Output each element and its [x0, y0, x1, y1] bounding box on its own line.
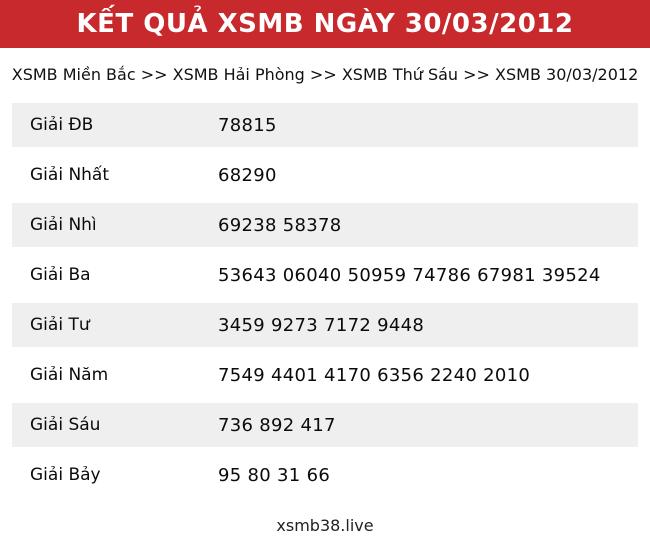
prize-numbers: 736 892 417 — [218, 414, 336, 436]
prize-label: Giải Nhất — [30, 165, 110, 185]
prize-numbers: 3459 9273 7172 9448 — [218, 314, 425, 336]
footer — [0, 500, 650, 550]
prize-label: Giải Tư — [30, 315, 90, 335]
header-bar — [0, 0, 650, 48]
prize-label: Giải ĐB — [30, 115, 94, 135]
table-row — [12, 350, 638, 400]
page-title: KẾT QUẢ XSMB NGÀY 30/03/2012 — [76, 9, 574, 39]
prize-numbers: 53643 06040 50959 74786 67981 39524 — [218, 264, 601, 286]
breadcrumb-item[interactable]: XSMB 30/03/2012 — [495, 64, 639, 84]
site-name: xsmb38.live — [276, 515, 374, 535]
prize-label: Giải Bảy — [30, 465, 101, 485]
breadcrumb — [0, 48, 650, 100]
table-row — [12, 150, 638, 200]
prize-numbers: 78815 — [218, 114, 277, 136]
results-table — [12, 100, 638, 500]
table-row — [12, 250, 638, 300]
prize-numbers: 69238 58378 — [218, 214, 342, 236]
breadcrumb-item[interactable]: XSMB Thứ Sáu — [341, 64, 459, 84]
table-row — [12, 300, 638, 350]
prize-label: Giải Sáu — [30, 415, 101, 435]
breadcrumb-item[interactable]: XSMB Miền Bắc — [11, 64, 136, 84]
prize-label: Giải Nhì — [30, 215, 97, 235]
breadcrumb-separator: >> — [135, 64, 173, 84]
prize-numbers: 68290 — [218, 164, 277, 186]
table-row — [12, 400, 638, 450]
table-row — [12, 200, 638, 250]
prize-numbers: 7549 4401 4170 6356 2240 2010 — [218, 364, 531, 386]
table-row — [12, 450, 638, 500]
table-row — [12, 100, 638, 150]
breadcrumb-item[interactable]: XSMB Hải Phòng — [172, 64, 305, 84]
prize-label: Giải Ba — [30, 265, 91, 285]
breadcrumb-separator: >> — [458, 64, 496, 84]
prize-numbers: 95 80 31 66 — [218, 464, 331, 486]
prize-label: Giải Năm — [30, 365, 109, 385]
breadcrumb-separator: >> — [304, 64, 342, 84]
